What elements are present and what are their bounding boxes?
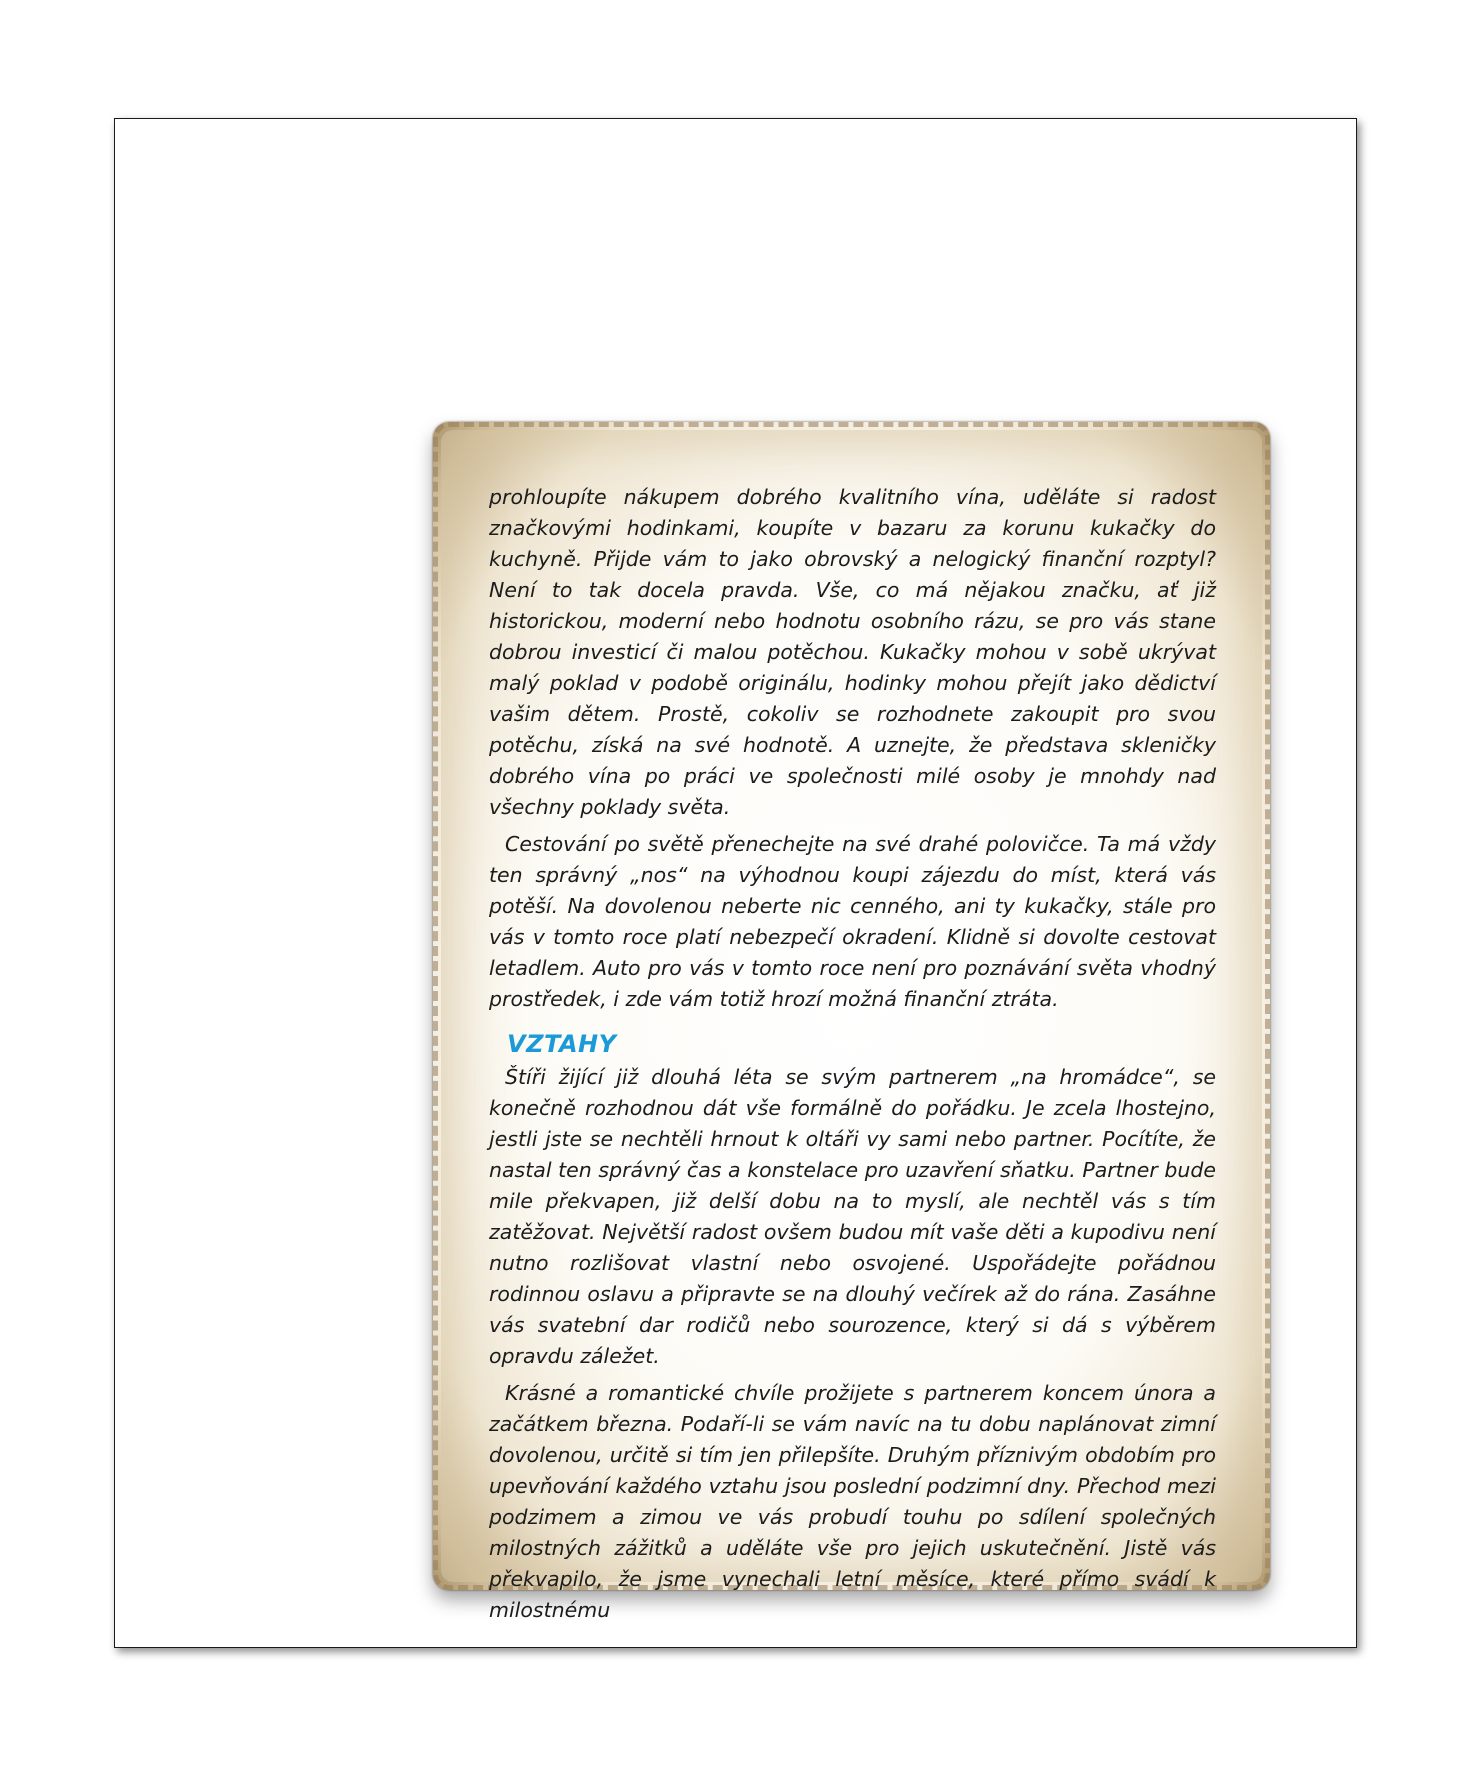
body-text bbox=[489, 482, 1216, 1632]
paragraph-4: Krásné a romantické chvíle prožijete s partnerem koncem února a začátkem března. Podaří-li se vám navíc na tu dobu naplánovat zimní dovolenou, určitě si tím jen přilepšíte. Druhým příznivým obdobím pro upevňování každého vztahu jsou poslední podzimní dny. Přechod mezi podzimem a zimou ve vás probudí touhu po sdílení společných milostných zážitků a uděláte vše pro jejich uskutečnění. Jistě vás překvapilo, že jsme vynechali letní měsíce, které přímo svádí k milostnému bbox=[489, 1381, 1216, 1622]
paragraph-1: prohloupíte nákupem dobrého kvalitního vína, uděláte si radost značkovými hodinkami, koupíte v bazaru za korunu kukačky do kuchyně. Přijde vám to jako obrovský a nelogický finanční rozptyl? Není to tak docela pravda. Vše, co má nějakou značku, ať již historickou, moderní nebo hodnotu osobního rázu, se pro vás stane dobrou investicí či malou potěchou. Kukačky mohou v sobě ukrývat malý poklad v podobě originálu, hodinky mohou přejít jako dědictví vašim dětem. Prostě, cokoliv se rozhodnete zakoupit pro svou potěchu, získá na své hodnotě. A uznejte, že představa skleničky dobrého vína po práci ve společnosti milé osoby je mnohdy nad všechny poklady světa. bbox=[489, 485, 1216, 819]
paragraph-2: Cestování po světě přenechejte na své drahé polovičce. Ta má vždy ten správný „nos“ na výhodnou koupi zájezdu do míst, která vás potěší. Na dovolenou neberte nic cenného, ani ty kukačky, stále pro vás v tomto roce platí nebezpečí okradení. Klidně si dovolte cestovat letadlem. Auto pro vás v tomto roce není pro poznávání světa vhodný prostředek, i zde vám totiž hrozí možná finanční ztráta. bbox=[489, 832, 1216, 1011]
paragraph-3: Štíři žijící již dlouhá léta se svým partnerem „na hromádce“, se konečně rozhodnou dát vše formálně do pořádku. Je zcela lhostejno, jestli jste se nechtěli hrnout k oltáři vy sami nebo partner. Pocítíte, že nastal ten správný čas a konstelace pro uzavření sňatku. Partner bude mile překvapen, již delší dobu na to myslí, ale nechtěl vás s tím zatěžovat. Největší radost ovšem budou mít vaše děti a kupodivu není nutno rozlišovat vlastní nebo osvojené. Uspořádejte pořádnou rodinnou oslavu a připravte se na dlouhý večírek až do rána. Zasáhne vás svatební dar rodičů nebo sourozence, který si dá s výběrem opravdu záležet. bbox=[489, 1065, 1216, 1368]
section-heading-vztahy: VZTAHY bbox=[507, 1030, 617, 1058]
aged-paper-card bbox=[433, 422, 1270, 1622]
page-sheet bbox=[114, 118, 1357, 1648]
